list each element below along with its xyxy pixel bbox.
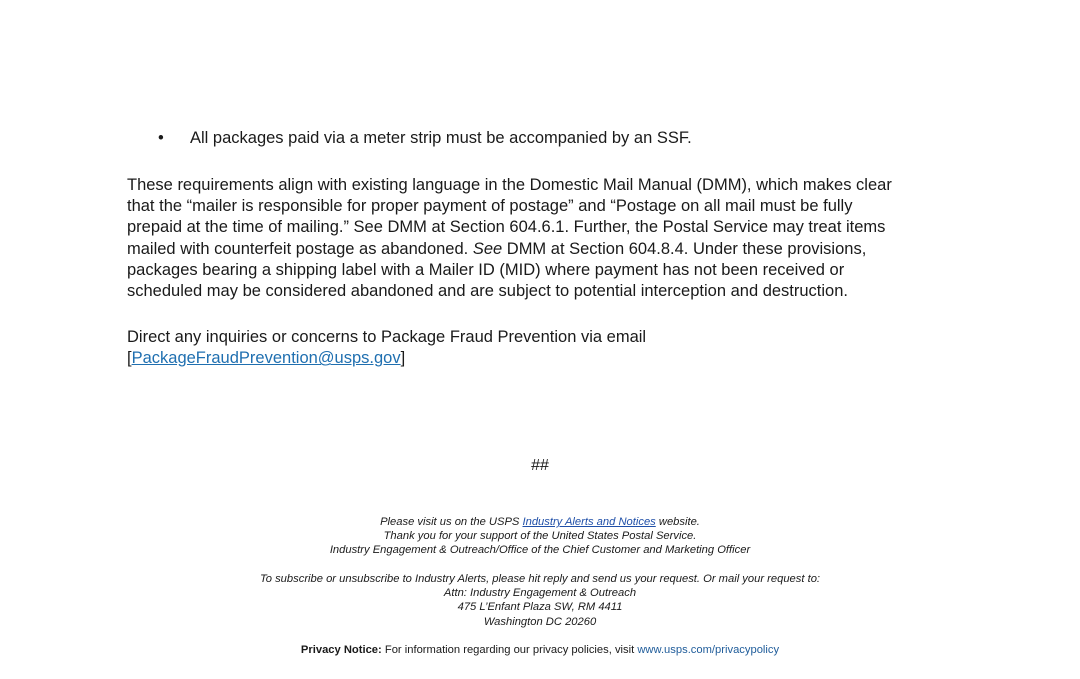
paragraph-line: Direct any inquiries or concerns to Package Fraud Prevention via email [127, 328, 647, 346]
footer-visit-line [0, 515, 1080, 529]
line-text: mailed with counterfeit postage as abandoned. [127, 239, 473, 258]
footer-info [0, 515, 1080, 558]
email-link[interactable]: PackageFraudPrevention@usps.gov [131, 349, 401, 368]
bracket-close: ] [400, 349, 406, 368]
paragraph-line: prepaid at the time of mailing.” See DMM at Section 604.6.1. Further, the Postal Service may treat items [127, 218, 886, 237]
bullet-dot: • [158, 129, 164, 147]
paragraph-line: scheduled may be considered abandoned and are subject to potential interception and destruction. [127, 282, 848, 301]
address-attn: Attn: Industry Engagement & Outreach [443, 587, 637, 600]
contact-paragraph [127, 327, 957, 369]
privacy-notice [0, 643, 1080, 657]
address-street: 475 L’Enfant Plaza SW, RM 4411 [457, 601, 623, 614]
bullet-item [158, 128, 692, 149]
paragraph-line: that the “mailer is responsible for proper payment of postage” and “Postage on all mail must be fully [127, 197, 853, 216]
paragraph-line [127, 239, 957, 260]
end-marker: ## [531, 457, 549, 474]
footer-office: Industry Engagement & Outreach/Office of the Chief Customer and Marketing Officer [329, 544, 751, 557]
bullet-text: All packages paid via a meter strip must be accompanied by an SSF. [190, 129, 692, 147]
paragraph-line: These requirements align with existing language in the Domestic Mail Manual (DMM), which makes clear [127, 176, 892, 194]
privacy-policy-link[interactable]: www.usps.com/privacypolicy [637, 644, 780, 656]
footer-subscribe [0, 572, 1080, 629]
footer-text: website. [655, 516, 700, 528]
privacy-text: For information regarding our privacy policies, visit [381, 644, 638, 656]
requirements-paragraph [127, 175, 957, 302]
italic-see: See [472, 239, 503, 258]
email-line [127, 348, 957, 369]
industry-alerts-link[interactable]: Industry Alerts and Notices [522, 516, 656, 528]
line-text: DMM at Section 604.8.4. Under these provisions, [502, 239, 867, 258]
privacy-label: Privacy Notice: [300, 644, 382, 656]
footer-text: Please visit us on the USPS [380, 516, 523, 528]
subscribe-text: To subscribe or unsubscribe to Industry Alerts, please hit reply and send us your request. Or mail your request to: [259, 573, 821, 585]
bracket-open: [ [127, 349, 132, 368]
address-city: Washington DC 20260 [483, 615, 597, 628]
footer-thanks: Thank you for your support of the United States Postal Service. [383, 530, 697, 543]
paragraph-line: packages bearing a shipping label with a Mailer ID (MID) where payment has not been received or [127, 260, 845, 279]
